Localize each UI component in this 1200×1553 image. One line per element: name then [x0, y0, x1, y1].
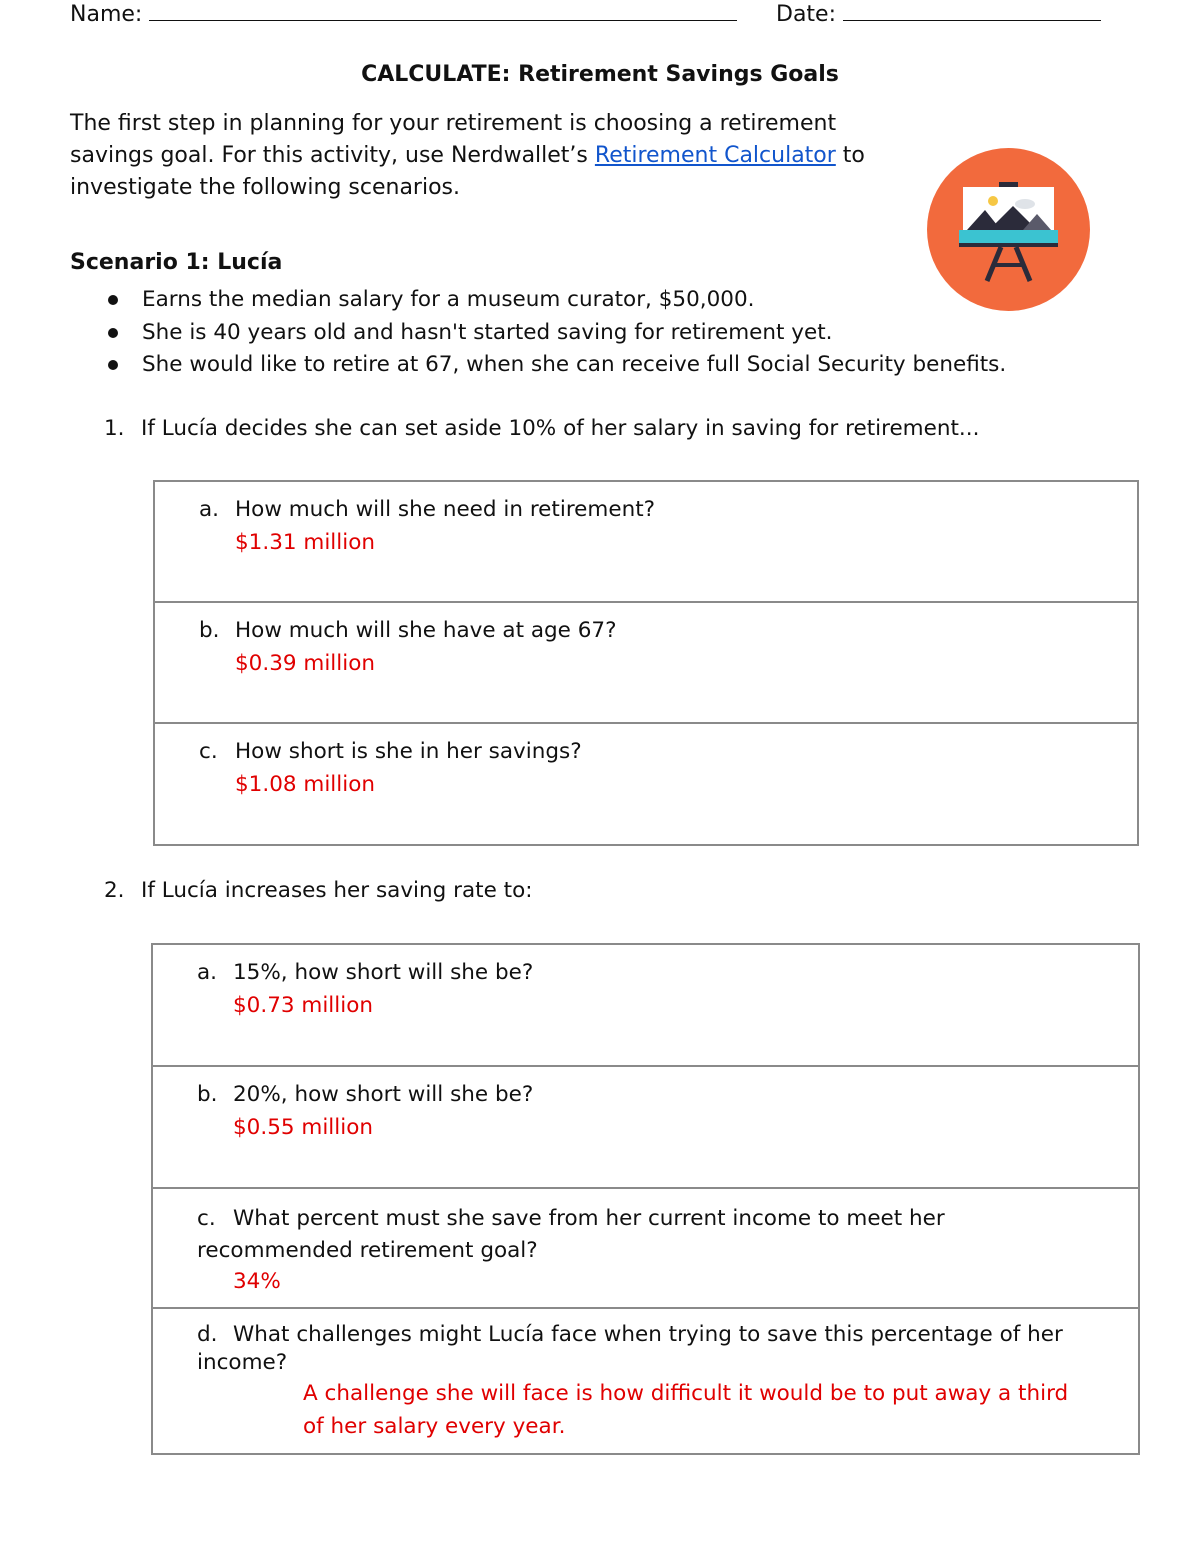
part-question [197, 1081, 1097, 1109]
name-blank[interactable] [149, 2, 737, 21]
part-question-text: What challenges might Lucía face when trying to save this percentage of her income? [197, 1322, 1063, 1375]
bullet-icon [108, 295, 118, 305]
part-label: a. [199, 497, 220, 522]
answer-text[interactable]: $1.31 million [235, 530, 376, 555]
answer-text[interactable]: A challenge she will face is how difficult it would be to put away a third of her salary every year. [303, 1381, 1069, 1439]
question-2 [104, 878, 532, 903]
answer-cell-2a [153, 945, 1138, 1067]
part-label: a. [197, 960, 218, 985]
question-2-answer-box [151, 943, 1140, 1455]
bullet-text: Earns the median salary for a museum curator, $50,000. [142, 287, 755, 312]
part-question [197, 1321, 1097, 1377]
question-1-text: If Lucía decides she can set aside 10% of her salary in saving for retirement... [141, 416, 980, 441]
part-question [199, 738, 1099, 766]
answer-cell-2b [153, 1067, 1138, 1189]
part-question-text: 20%, how short will she be? [233, 1082, 534, 1107]
intro-text-end: to investigate the following scenarios. [70, 143, 865, 200]
list-item [70, 284, 1170, 317]
date-label: Date: [776, 2, 836, 27]
question-2-text: If Lucía increases her saving rate to: [141, 878, 533, 903]
question-1 [104, 416, 979, 441]
date-blank[interactable] [843, 2, 1101, 21]
part-question [199, 617, 1099, 645]
part-question [199, 496, 1099, 524]
part-label: c. [199, 739, 218, 764]
part-question-text: How much will she need in retirement? [235, 497, 656, 522]
name-field[interactable] [70, 2, 737, 27]
part-label: b. [199, 618, 220, 643]
part-label: d. [197, 1322, 218, 1347]
header-line [70, 2, 1110, 32]
date-field[interactable] [776, 2, 1101, 27]
scenario-bullets [70, 284, 1170, 382]
part-question-text: What percent must she save from her current income to meet her recommended retirement goal? [197, 1206, 945, 1263]
part-label: b. [197, 1082, 218, 1107]
question-1-number: 1. [104, 416, 125, 441]
part-question-text: How short is she in her savings? [235, 739, 582, 764]
answer-text[interactable]: $0.55 million [233, 1115, 374, 1140]
intro-text: The first step in planning for your retirement is choosing a retirement savings goal. For this activity, use Nerdwallet’s [70, 111, 837, 168]
answer-text[interactable]: $0.39 million [235, 651, 376, 676]
answer-cell-1b [155, 603, 1137, 724]
part-question-text: How much will she have at age 67? [235, 618, 617, 643]
intro-paragraph [70, 108, 920, 204]
retirement-calculator-link[interactable]: Retirement Calculator [594, 143, 836, 168]
answer-text[interactable]: 34% [233, 1269, 281, 1294]
name-label: Name: [70, 2, 143, 27]
bullet-icon [108, 360, 118, 370]
part-question-text: 15%, how short will she be? [233, 960, 534, 985]
page-title: CALCULATE: Retirement Savings Goals [361, 62, 839, 87]
scenario-heading: Scenario 1: Lucía [70, 250, 283, 275]
answer-cell-2c [153, 1189, 1138, 1309]
part-question [197, 959, 1097, 987]
answer-cell-1a [155, 482, 1137, 603]
answer-text[interactable]: $1.08 million [235, 772, 376, 797]
bullet-icon [108, 328, 118, 338]
bullet-text: She would like to retire at 67, when she can receive full Social Security benefits. [142, 352, 1007, 377]
list-item [70, 317, 1170, 350]
answer-cell-1c [155, 724, 1137, 844]
part-label: c. [197, 1206, 216, 1231]
list-item [70, 349, 1170, 382]
question-1-answer-box [153, 480, 1139, 846]
bullet-text: She is 40 years old and hasn't started saving for retirement yet. [142, 319, 833, 345]
answer-text[interactable]: $0.73 million [233, 993, 374, 1018]
part-question [197, 1203, 1097, 1267]
question-2-number: 2. [104, 878, 125, 903]
answer-cell-2d [153, 1309, 1138, 1453]
